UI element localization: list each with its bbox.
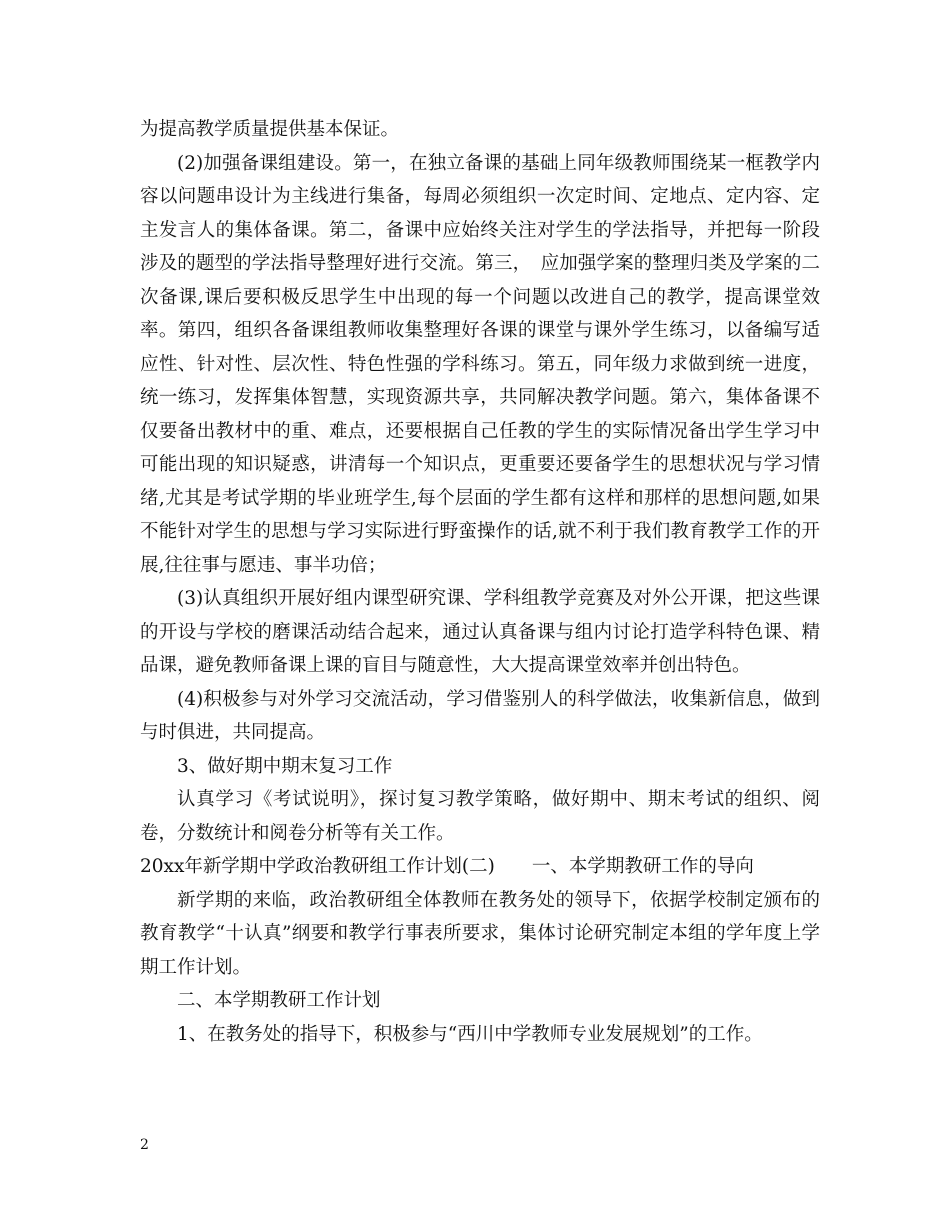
paragraph-4: (4)积极参与对外学习交流活动，学习借鉴别人的科学做法，收集新信息，做到与时俱进，共同提高。	[140, 688, 820, 743]
section-heading-plan: 二、本学期教研工作计划	[177, 990, 381, 1011]
paragraph-2: (2)加强备课组建设。第一，在独立备课的基础上同年级教师围绕某一框教学内容以问题串设计为主线进行集备，每周必须组织一次定时间、定地点、定内容、定主发言人的集体备课。第二，备课中应始终关注对学生的学法指导，并把每一阶段涉及的题型的学法指导整理好进行交流。第三， 应加强学案的整理归类及学案的二次备课,课后要积极反思学生中出现的每一个问题以改进自己的教学，提高课堂效率。第四，组织各备课组教师收集整理好各课的课堂与课外学生练习，以备编写适应性、针对性、层次性、特色性强的学科练习。第五，同年级力求做到统一进度，统一练习，发挥集体智慧，实现资源共享，共同解决教学问题。第六，集体备课不仅要备出教材中的重、难点，还要根据自己任教的学生的实际情况备出学生学习中可能出现的知识疑惑，讲清每一个知识点，更重要还要备学生的思想状况与学习情绪,尤其是考试学期的毕业班学生,每个层面的学生都有这样和那样的思想问题,如果不能针对学生的思想与学习实际进行野蛮操作的话,就不利于我们教育教学工作的开展,往往事与愿违、事半功倍；	[140, 152, 820, 576]
paragraph-5: 认真学习《考试说明》，探讨复习教学策略，做好期中、期末考试的组织、阅卷，分数统计和阅卷分析等有关工作。	[140, 789, 820, 844]
paragraph-7: 1、在教务处的指导下，积极参与“西川中学教师专业发展规划”的工作。	[177, 1023, 763, 1045]
document-body	[140, 113, 820, 1051]
paragraph-6: 新学期的来临，政治教研组全体教师在教务处的领导下，依据学校制定颁布的教育教学“十认真”纲要和教学行事表所要求，集体讨论研究制定本组的学年度上学期工作计划。	[140, 889, 820, 978]
section-heading-review: 3、做好期中期末复习工作	[177, 755, 393, 777]
paragraph-1: 为提高教学质量提供基本保证。	[140, 119, 400, 140]
plan-title-line: 20xx年新学期中学政治教研组工作计划(二) 一、本学期教研工作的导向	[140, 856, 754, 877]
paragraph-3: (3)认真组织开展好组内课型研究课、学科组教学竞赛及对外公开课，把这些课的开设与学校的磨课活动结合起来，通过认真备课与组内讨论打造学科特色课、精品课，避免教师备课上课的盲目与随意性，大大提高课堂效率并创出特色。	[140, 588, 820, 676]
page-number: 2	[140, 1137, 149, 1153]
